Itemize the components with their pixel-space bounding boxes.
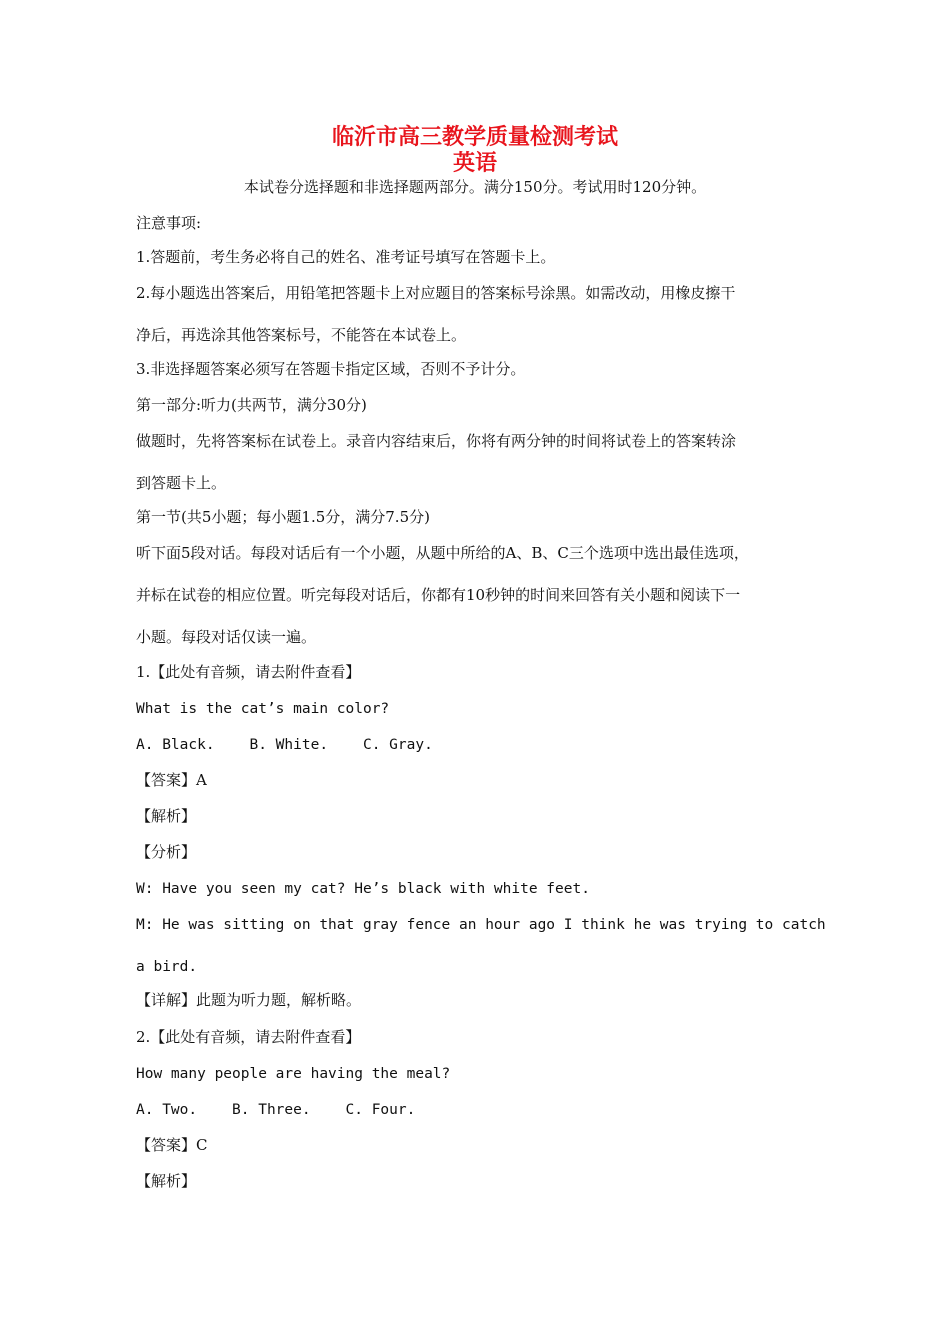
note-item-1: 1.答题前，考生务必将自己的姓名、准考证号填写在答题卡上。 [136,248,556,266]
q1-breakdown: 【分析】 [136,843,197,861]
part1-instructions-cont: 到答题卡上。 [136,474,227,492]
q1-options: A. Black. B. White. C. Gray. [136,737,433,753]
part1-instructions: 做题时，先将答案标在试卷上。录音内容结束后，你将有两分钟的时间将试卷上的答案转涂 [136,432,737,450]
q2-audio: 2.【此处有音频，请去附件查看】 [136,1028,361,1046]
section1-instructions-cont: 并标在试卷的相应位置。听完每段对话后，你都有10秒钟的时间来回答有关小题和阅读下一 [136,586,741,604]
q1-analysis: 【解析】 [136,807,197,825]
exam-subject: 英语 [452,150,497,176]
note-item-3: 3.非选择题答案必须写在答题卡指定区域，否则不予计分。 [136,360,526,378]
q1-audio: 1.【此处有音频，请去附件查看】 [136,663,361,681]
part1-heading: 第一部分:听力(共两节，满分30分) [136,396,367,414]
q1-answer: 【答案】A [136,771,207,789]
note-item-2-cont: 净后，再选涂其他答案标号，不能答在本试卷上。 [136,326,467,344]
q2-question: How many people are having the meal? [136,1066,451,1082]
q1-dialogue-m-cont: a bird. [136,959,198,975]
exam-intro: 本试卷分选择题和非选择题两部分。满分150分。考试用时120分钟。 [243,178,707,196]
q2-answer: 【答案】C [136,1136,208,1154]
q1-question: What is the cat’s main color? [136,701,390,717]
q1-detail: 【详解】此题为听力题，解析略。 [136,991,362,1009]
section1-heading: 第一节(共5小题；每小题1.5分，满分7.5分) [136,508,430,526]
section1-instructions-end: 小题。每段对话仅读一遍。 [136,628,317,646]
q1-dialogue-m: M: He was sitting on that gray fence an hour ago I think he was trying to catch [136,917,826,933]
q1-dialogue-w: W: Have you seen my cat? He’s black with white feet. [136,881,590,897]
q2-analysis: 【解析】 [136,1172,197,1190]
section1-instructions: 听下面5段对话。每段对话后有一个小题，从题中所给的A、B、C三个选项中选出最佳选项， [136,544,749,562]
note-item-2: 2.每小题选出答案后，用铅笔把答题卡上对应题目的答案标号涂黑。如需改动，用橡皮擦干 [136,284,736,302]
notes-heading: 注意事项: [136,214,202,232]
exam-title: 临沂市高三教学质量检测考试 [331,124,618,150]
q2-options: A. Two. B. Three. C. Four. [136,1102,416,1118]
